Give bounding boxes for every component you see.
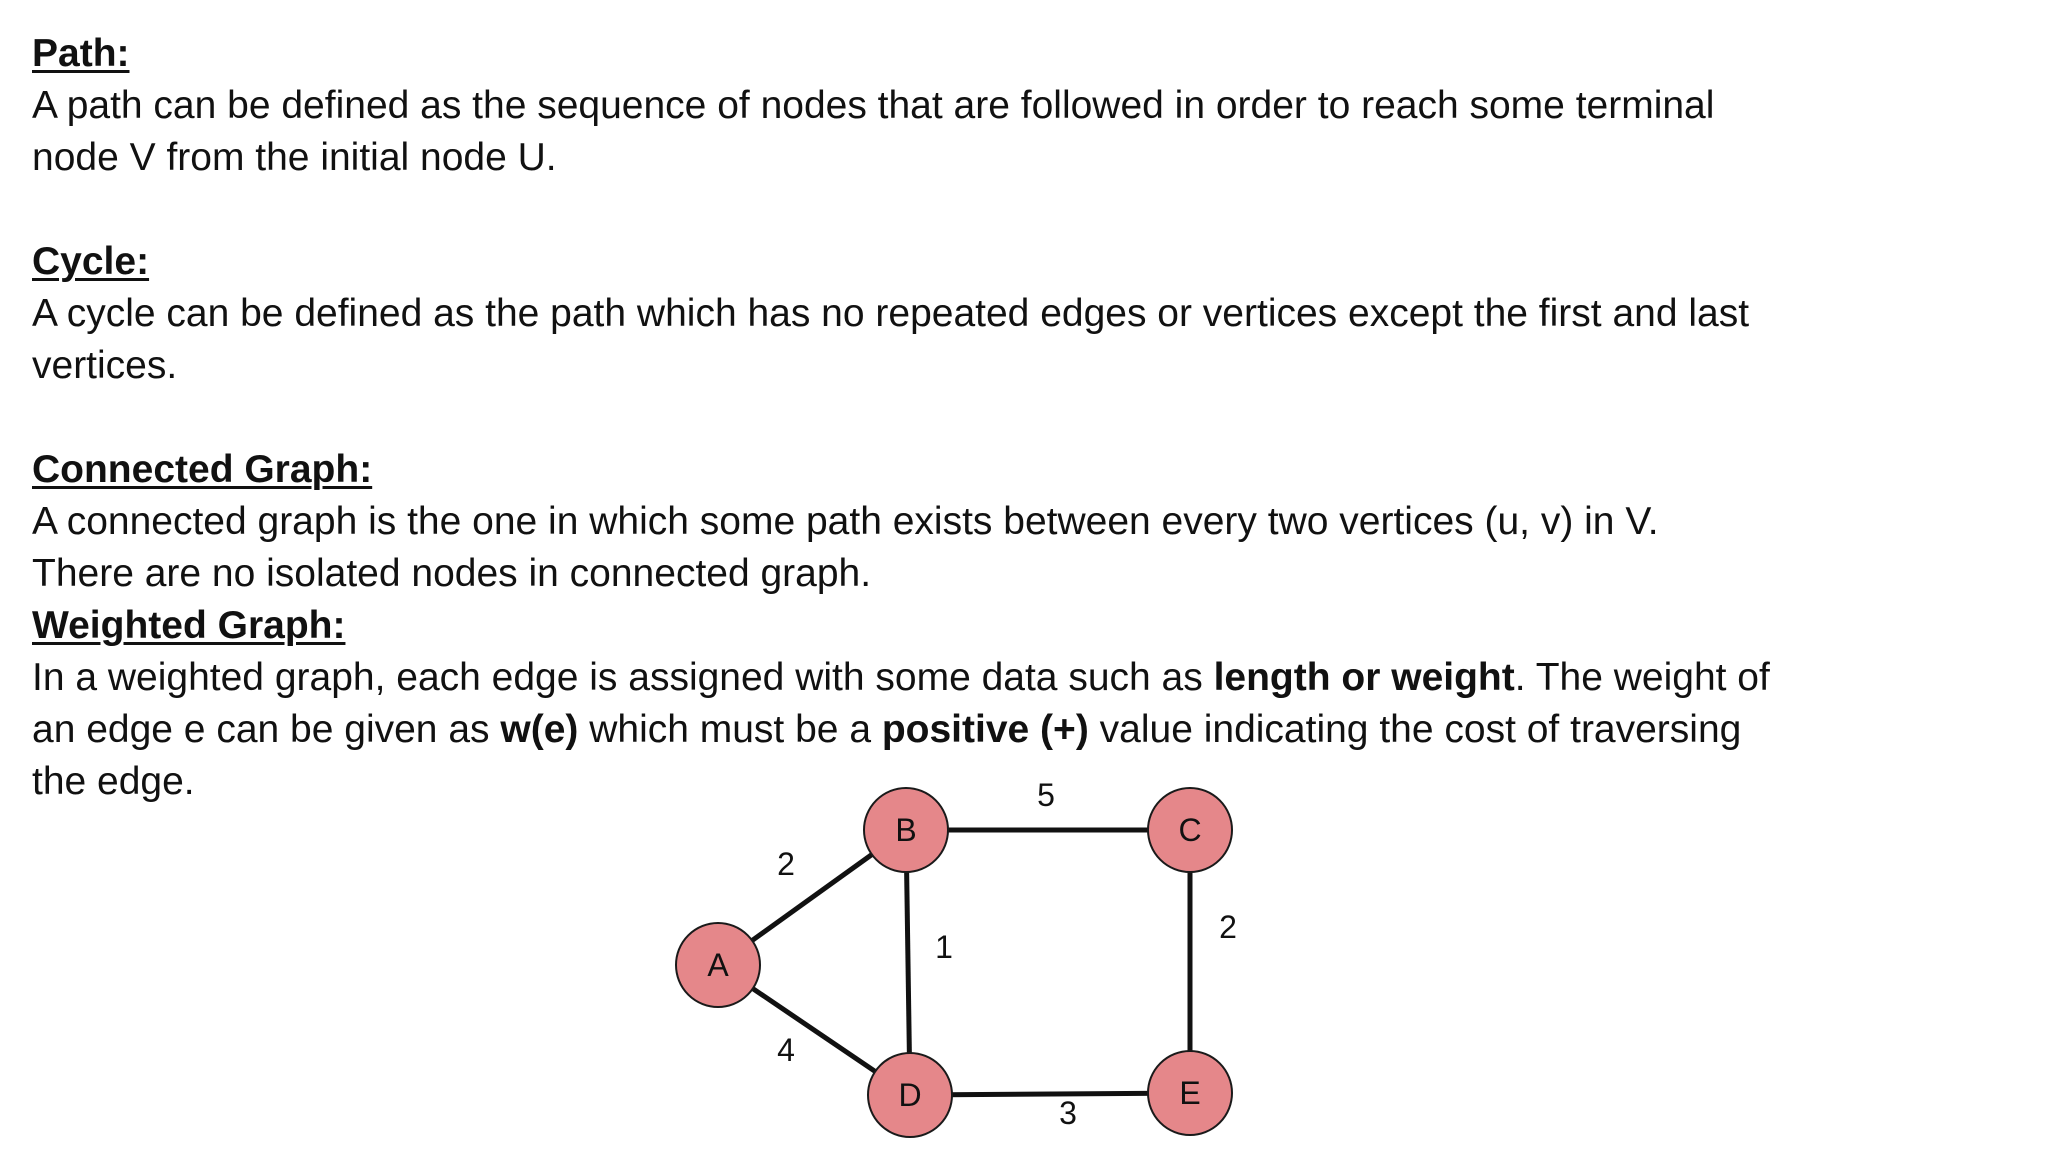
cycle-heading: Cycle: <box>32 240 150 283</box>
weighted-text: value indicating the cost of traversing <box>1088 708 1742 751</box>
weighted-graph-heading: Weighted Graph: <box>32 604 346 647</box>
node-label: A <box>707 947 729 983</box>
weighted-bold-term: length or weight <box>1213 656 1515 699</box>
connected-graph-heading: Connected Graph: <box>32 448 373 491</box>
edge-weight-d-e: 3 <box>1059 1095 1077 1131</box>
weighted-text: which must be a <box>578 708 882 751</box>
node-b <box>864 788 948 872</box>
connected-graph-definition-line-1: A connected graph is the one in which some path exists between every two vertices (u, v) in V. <box>32 500 1659 543</box>
edge-weight-c-e: 2 <box>1219 909 1237 945</box>
cycle-definition-line-1: A cycle can be defined as the path which has no repeated edges or vertices except the first and last <box>32 292 1750 335</box>
node-c <box>1148 788 1232 872</box>
weighted-graph-definition-line-3: the edge. <box>32 760 195 803</box>
cycle-definition-line-2: vertices. <box>32 344 178 387</box>
edge-weight-b-c: 5 <box>1037 777 1055 813</box>
node-label: B <box>895 812 917 848</box>
connected-graph-definition-line-2: There are no isolated nodes in connected graph. <box>32 552 872 595</box>
weighted-bold-term: w(e) <box>500 708 579 751</box>
weighted-text: In a weighted graph, each edge is assigned with some data such as <box>32 656 1214 699</box>
node-d <box>868 1053 952 1137</box>
path-heading: Path: <box>32 32 130 75</box>
weighted-bold-term: positive (+) <box>881 708 1089 751</box>
edge-weight-a-b: 2 <box>777 846 795 882</box>
node-label: C <box>1178 812 1202 848</box>
edge-weight-a-d: 4 <box>777 1032 795 1068</box>
edge-weight-b-d: 1 <box>935 929 953 965</box>
node-a <box>676 923 760 1007</box>
weighted-text: . The weight of <box>1514 656 1770 699</box>
weighted-text: an edge e can be given as <box>32 708 501 751</box>
graph-nodes <box>676 788 1232 1137</box>
path-definition-line-1: A path can be defined as the sequence of nodes that are followed in order to reach some terminal <box>32 84 1715 127</box>
node-e <box>1148 1051 1232 1135</box>
node-label: D <box>898 1077 922 1113</box>
path-definition-line-2: node V from the initial node U. <box>32 136 557 179</box>
node-label: E <box>1179 1075 1201 1111</box>
